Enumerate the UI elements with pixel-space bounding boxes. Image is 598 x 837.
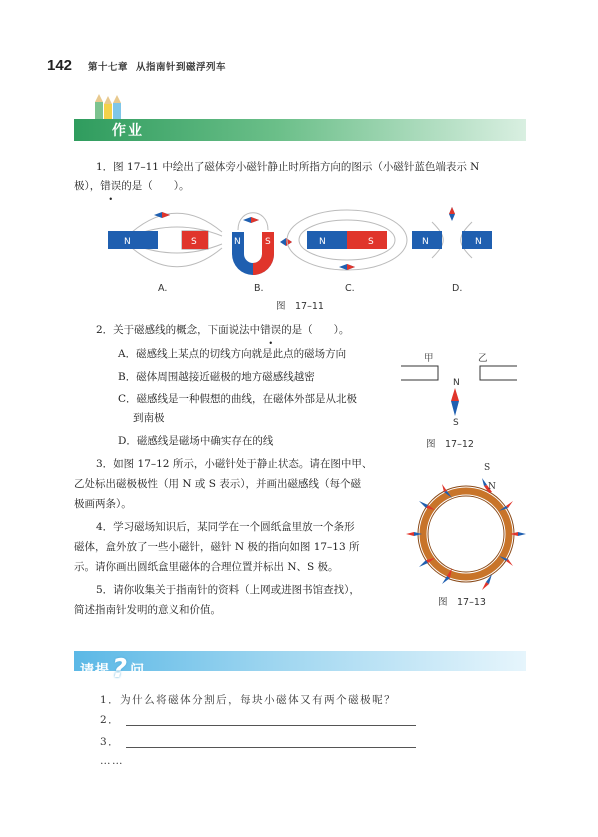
q3-line1: 3．如图 17–12 所示，小磁针处于静止状态。请在图中甲、 — [96, 458, 373, 470]
fig13-n: N — [488, 482, 496, 492]
section-title: 作业 — [112, 123, 144, 139]
q5-line2: 简述指南针发明的意义和价值。 — [74, 604, 221, 616]
fig11-c-s: S — [368, 237, 374, 247]
fig11-b-s: S — [265, 237, 271, 247]
q2-stem-c: 的是（ ）。 — [281, 324, 350, 336]
q2-choice-a: A．磁感线上某点的切线方向就是此点的磁场方向 — [118, 348, 347, 360]
fig11-a-n: N — [124, 237, 131, 247]
q2-choice-c1: C．磁感线是一种假想的曲线，在磁体外部是从北极 — [118, 393, 358, 405]
q1-line1: 1．图 17–11 中绘出了磁体旁小磁针静止时所指方向的图示（小磁针蓝色端表示 N — [96, 161, 480, 173]
q1-line2 — [74, 178, 190, 195]
figure-17-13 — [402, 464, 532, 596]
option-c: C. — [345, 283, 355, 294]
option-d: D. — [452, 283, 463, 294]
ask-item-3-num: 3． — [100, 736, 121, 748]
figure-17-12 — [398, 346, 523, 432]
fig11-d-n2: N — [475, 237, 482, 247]
fig11-a-s: S — [191, 237, 197, 247]
ask-title — [80, 652, 145, 682]
q2-choice-b: B．磁体周围越接近磁极的地方磁感线越密 — [118, 371, 315, 383]
fig11-c-n: N — [319, 237, 326, 247]
fig11-b-diagram — [232, 213, 292, 275]
ask-blank-2 — [126, 715, 416, 726]
q1-emphasis: 错误 — [100, 180, 122, 192]
fig12-jia: 甲 — [424, 353, 434, 364]
ask-item-2-num: 2． — [100, 714, 121, 726]
fig12-s: S — [453, 418, 459, 428]
q4-line3: 示。请你画出圆纸盒里磁体的合理位置并标出 N、S 极。 — [74, 561, 339, 573]
ask-title-b: 问 — [130, 663, 146, 679]
page-number: 142 — [47, 57, 73, 74]
q4-line2: 磁体，盒外放了一些小磁针，磁针 N 极的指向如图 17–13 所 — [74, 541, 360, 553]
q5-line1: 5．请你收集关于指南针的资料（上网或进图书馆查找）， — [96, 584, 360, 596]
q1-line2-a: 极）， — [74, 180, 101, 192]
q2-choice-d: D．磁感线是磁场中确实存在的线 — [118, 435, 274, 447]
q2-choice-c2: 到南极 — [133, 412, 165, 424]
q2-stem-a: 2．关于磁感线的概念，下面说法中 — [96, 324, 261, 336]
fig11-b-n: N — [234, 237, 241, 247]
fig12-yi: 乙 — [478, 353, 488, 364]
fig13-s: S — [484, 463, 491, 473]
q3-line3: 极画两条）。 — [74, 498, 132, 510]
ask-item-2 — [100, 712, 416, 727]
q3-line2: 乙处标出磁极极性（用 N 或 S 表示），并画出磁感线（每个磁 — [74, 478, 361, 490]
figure-17-11 — [102, 202, 507, 282]
figure-17-11-caption: 图 17–11 — [276, 301, 324, 312]
fig12-n: N — [453, 378, 460, 388]
chapter-title: 从指南针到磁浮列车 — [136, 62, 227, 73]
fig11-d-n1: N — [422, 237, 429, 247]
q2-stem — [96, 322, 349, 339]
ask-item-3 — [100, 734, 416, 749]
q1-line2-c: 的是（ ）。 — [121, 180, 190, 192]
ask-blank-3 — [126, 737, 416, 748]
figure-17-13-caption: 图 17–13 — [438, 597, 486, 608]
option-b: B. — [254, 283, 264, 294]
ask-title-a: 请提 — [80, 663, 110, 679]
ask-item-1: 1．为什么将磁体分割后，每块小磁体又有两个磁极呢？ — [100, 694, 397, 706]
q2-emphasis: 错误 — [260, 324, 282, 336]
option-a: A. — [158, 283, 168, 294]
fig11-d-diagram — [412, 207, 492, 258]
figure-17-12-caption: 图 17–12 — [426, 439, 474, 450]
chapter-label: 第十七章 — [88, 62, 129, 73]
question-mark-icon: ? — [112, 654, 129, 684]
ask-more: …… — [100, 755, 124, 767]
q4-line1: 4．学习磁场知识后，某同学在一个圆纸盒里放一个条形 — [96, 521, 355, 533]
chapter-header — [88, 59, 234, 73]
fig11-c-diagram — [287, 210, 407, 270]
